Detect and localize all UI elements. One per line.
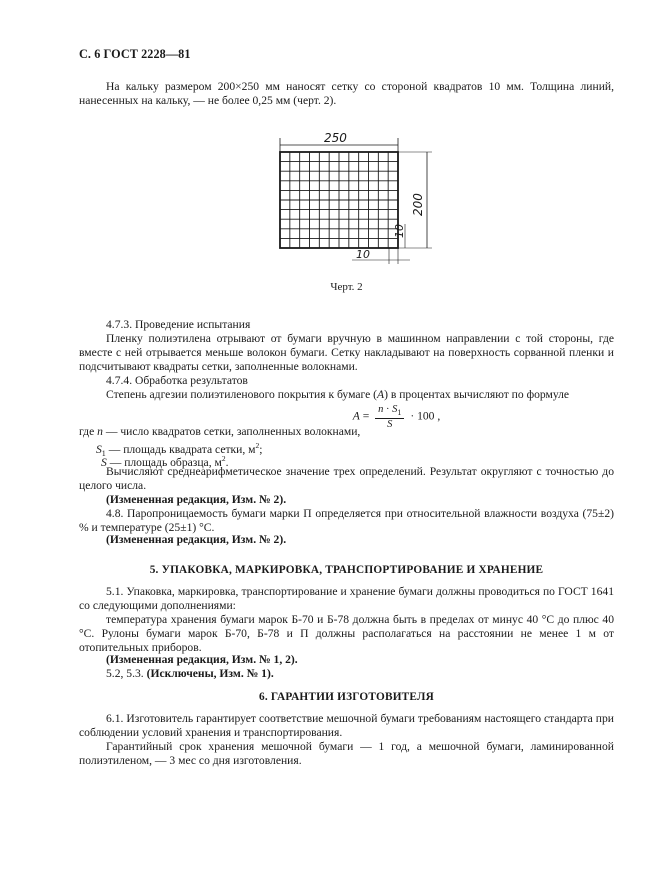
section-61-text: 6.1. Изготовитель гарантирует соответствие мешочной бумаги требованиям настоящего стандарта при соблюдении условий хранения и транспортирования. [79,712,614,740]
s474-text-b: ) в процентах вычисляют по формуле [384,388,570,401]
formula-eq: = [362,409,370,423]
cell-h-dimension-label: 10 [356,248,370,261]
s52-prefix: 5.2, 5.3. [106,667,147,680]
page-header: С. 6 ГОСТ 2228—81 [79,47,191,61]
def-s-end: . [225,455,229,469]
def-s-text: — площадь образца, м [106,455,222,469]
section-51-temperature: температура хранения бумаги марок Б-70 и Б-78 должна быть в пределах от минус 40 °С до плюс 40 °С. Рулоны бумаги марок Б-70, Б-78 и П должны располагаться на расстоянии не менее 1 м от отопительных приборов. [79,613,614,655]
intro-paragraph: На кальку размером 200×250 мм наносят сетку со стороной квадратов 10 мм. Толщина линий, нанесенных на кальку, — не более 0,25 мм (черт. 2). [79,80,614,108]
formula-numerator [375,404,404,419]
average-text: Вычисляют среднеарифметическое значение трех определений. Результат округляют с точностью до целого числа. [79,465,614,493]
formula-den-s: S [387,419,393,431]
formula-num-dot: · [383,404,393,415]
section-473-title: 4.7.3. Проведение испытания [106,318,251,331]
s52-bold: (Исключены, Изм. № 1). [146,667,274,680]
section-474-title: 4.7.4. Обработка результатов [106,374,248,387]
def-s1-text: — площадь квадрата сетки, м [105,442,256,456]
formula-num-s: S [392,404,398,415]
section-6-title: 6. ГАРАНТИИ ИЗГОТОВИТЕЛЯ [259,691,434,703]
formula-multiplier: · 100 , [410,409,441,423]
section-5-title: 5. УПАКОВКА, МАРКИРОВКА, ТРАНСПОРТИРОВАНИЕ И ХРАНЕНИЕ [149,564,544,576]
def-n-var: n [97,425,103,438]
def-s-var: S [101,455,107,469]
section-61-term: Гарантийный срок хранения мешочной бумаги — 1 год, а мешочной бумаги, ламинированной полиэтиленом, — 3 мес со дня изготовления. [79,740,614,768]
s474-var: A [377,388,385,401]
def-s1-sup: 2 [255,441,260,450]
section-474-text [106,388,569,402]
def-s-sup: 2 [221,454,226,463]
amendment-1: (Измененная редакция, Изм. № 2). [106,493,287,506]
formula-num-n: n [378,404,384,415]
formula-denominator [375,419,404,430]
section-473-text: Пленку полиэтилена отрывают от бумаги вручную в машинном направлении с той стороны, где вместе с ней отрывается меньше волокон бумаги. Сетку накладывают на поверхность сорванной пленки и подсчитывают квадраты сетки, заполненные волокнами. [79,332,614,374]
def-n-text: — число квадратов сетки, заполненных волокнами, [102,425,361,438]
def-s1-var: S [96,442,102,456]
def-prefix: где [79,425,98,438]
grid-squares [280,152,398,248]
height-dimension-label: 200 [411,193,425,216]
def-s1-end: ; [259,442,263,456]
amendment-2: (Измененная редакция, Изм. № 2). [106,533,287,546]
formula-lhs: A [352,409,360,423]
amendment-3: (Измененная редакция, Изм. № 1, 2). [106,653,298,666]
drawing-caption: Черт. 2 [330,281,363,293]
s474-text-a: Степень адгезии полиэтиленового покрытия к бумаге ( [106,388,377,401]
cell-v-dimension-label: 10 [393,224,406,238]
section-52-53 [106,667,274,681]
width-dimension-label: 250 [324,131,347,145]
section-51-text: 5.1. Упаковка, маркировка, транспортирование и хранение бумаги должны проводиться по ГОСТ 1641 со следующими дополнениями: [79,585,614,613]
formula-num-sub: 1 [397,408,402,418]
def-s1-sub: 1 [101,449,106,459]
formula-fraction [375,404,404,430]
section-48-text: 4.8. Паропроницаемость бумаги марки П определяется при относительной влажности воздуха (75±2) % и температуре (25±1) °С. [79,507,614,535]
def-n [79,425,360,439]
grid-drawing [270,130,440,270]
